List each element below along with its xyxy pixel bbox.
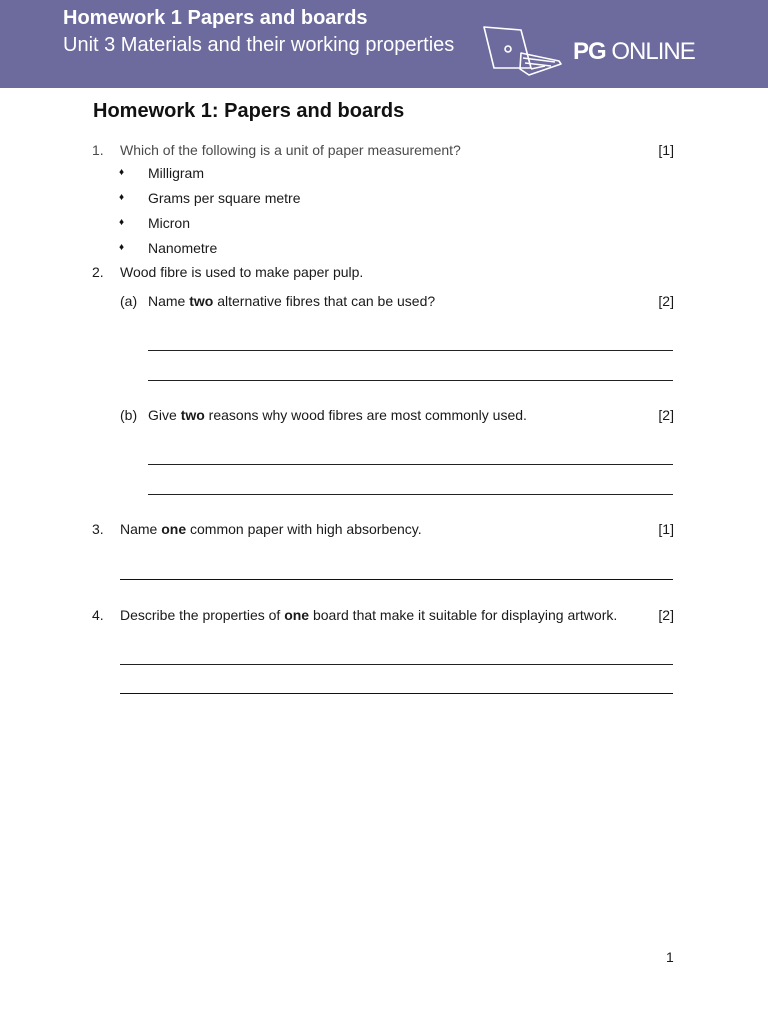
answer-line[interactable] (120, 693, 673, 694)
header-subtitle: Unit 3 Materials and their working properties (63, 34, 455, 56)
answer-line[interactable] (148, 494, 673, 495)
q4-number: 4. (92, 607, 104, 623)
answer-line[interactable] (120, 579, 673, 580)
q3-text: Name one common paper with high absorbency. (120, 521, 422, 537)
bullet-icon: ♦ (119, 217, 125, 228)
answer-line[interactable] (148, 464, 673, 465)
q4-text: Describe the properties of one board that make it suitable for displaying artwork. (120, 607, 618, 623)
laptop-icon (481, 24, 567, 78)
logo-text-strong: PG (573, 38, 606, 65)
q2b-marks: [2] (658, 407, 674, 423)
q1-text: Which of the following is a unit of paper measurement? (120, 142, 461, 158)
logo-text (573, 38, 695, 66)
q2a-text: Name two alternative fibres that can be used? (148, 293, 436, 309)
header-banner (0, 0, 768, 88)
q2b-text: Give two reasons why wood fibres are most commonly used. (148, 407, 527, 423)
q1-option-1: Milligram (148, 165, 204, 181)
q1-option-3: Micron (148, 215, 191, 231)
q1-marks: [1] (658, 142, 674, 158)
q2a-label: (a) (120, 293, 138, 309)
bullet-icon: ♦ (119, 167, 125, 178)
bullet-icon: ♦ (119, 242, 125, 253)
q2-number: 2. (92, 264, 104, 280)
header-title: Homework 1 Papers and boards (63, 7, 368, 29)
page-number: 1 (666, 949, 674, 965)
q4-marks: [2] (658, 607, 674, 623)
q1-number: 1. (92, 142, 104, 158)
q3-marks: [1] (658, 521, 674, 537)
q1-option-4: Nanometre (148, 240, 218, 256)
logo-text-rest: ONLINE (605, 38, 695, 65)
q1-option-2: Grams per square metre (148, 190, 301, 206)
answer-line[interactable] (148, 380, 673, 381)
q3-number: 3. (92, 521, 104, 537)
answer-line[interactable] (148, 350, 673, 351)
document-title: Homework 1: Papers and boards (93, 100, 405, 122)
q2b-label: (b) (120, 407, 138, 423)
pg-online-logo (481, 24, 721, 78)
bullet-icon: ♦ (119, 192, 125, 203)
q2a-marks: [2] (658, 293, 674, 309)
answer-line[interactable] (120, 664, 673, 665)
q2-text: Wood fibre is used to make paper pulp. (120, 264, 364, 280)
